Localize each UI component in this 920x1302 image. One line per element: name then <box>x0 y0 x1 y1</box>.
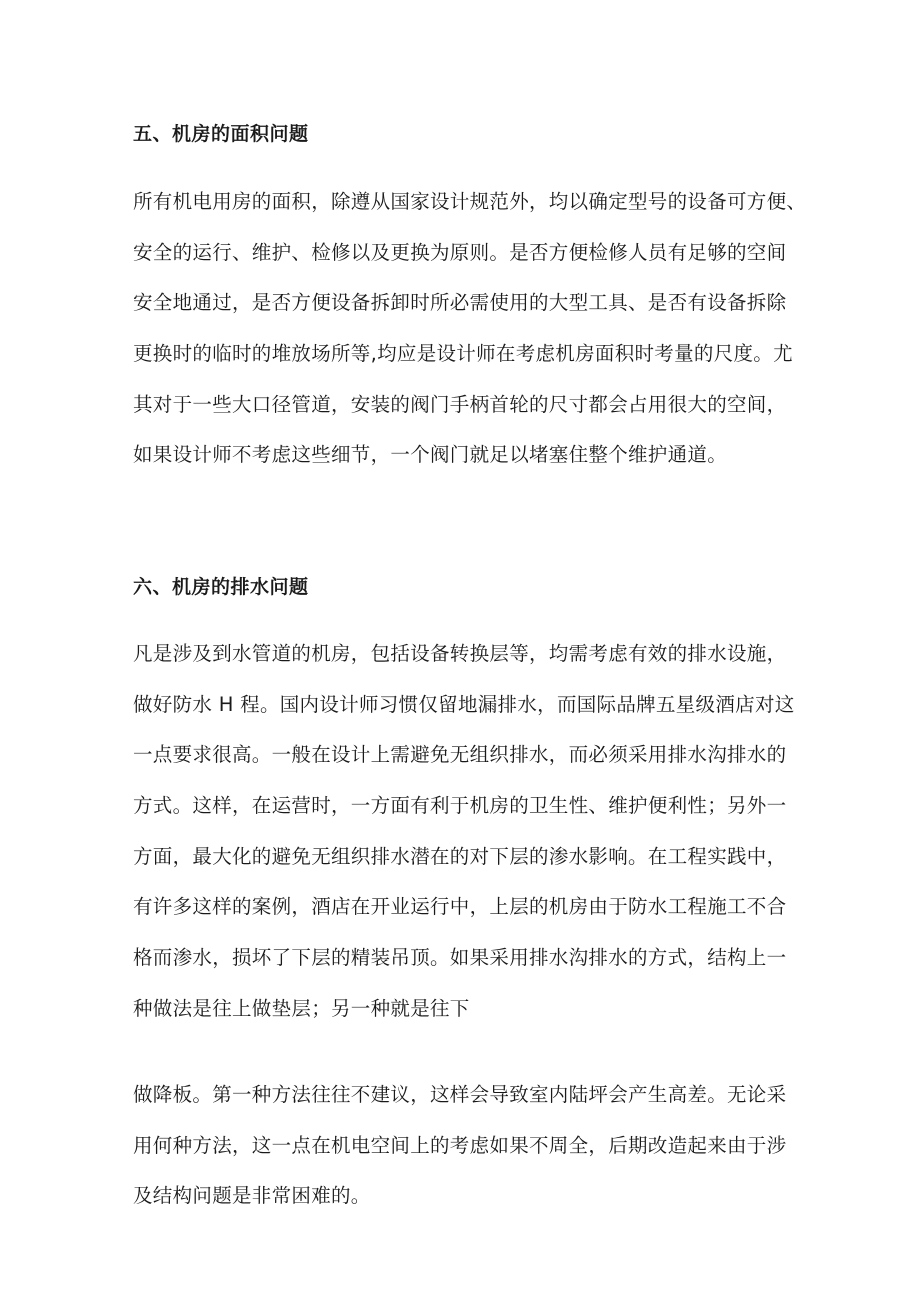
text-line: 所有机电用房的面积，除遵从国家设计规范外，均以确定型号的设备可方便、 <box>133 190 807 213</box>
text-line: 如果设计师不考虑这些细节，一个阀门就足以堵塞住整个维护通道。 <box>133 443 728 467</box>
section-heading-machine-room-drainage: 六、机房的排水问题 <box>133 576 309 598</box>
text-line: 一点要求很高。一般在设计上需避免无组织排水，而必须采用排水沟排水的 <box>133 743 787 767</box>
text-line: 方面，最大化的避免无组织排水潜在的对下层的渗水影响。在工程实践中， <box>133 844 787 868</box>
text-line: 及结构问题是非常困难的。 <box>133 1184 371 1208</box>
paragraph-machine-room-area <box>133 177 807 481</box>
text-line: 其对于一些大口径管道，安装的阀门手柄首轮的尺寸都会占用很大的空间， <box>133 392 787 416</box>
paragraph-machine-room-drainage-1 <box>133 629 803 1035</box>
text-line: 方式。这样，在运营时，一方面有利于机房的卫生性、维护便利性；另外一 <box>133 794 787 818</box>
text-line: 有许多这样的案例，酒店在开业运行中，上层的机房由于防水工程施工不合 <box>133 895 787 919</box>
text-line: 做降板。第一种方法往往不建议，这样会导致室内陆坪会产生高差。无论采 <box>133 1083 787 1106</box>
text-line: 安全地通过，是否方便设备拆卸时所必需使用的大型工具、是否有设备拆除 <box>133 291 787 315</box>
text-line: 用何种方法，这一点在机电空间上的考虑如果不周全，后期改造起来由于涉 <box>133 1133 787 1157</box>
section-heading-machine-room-area: 五、机房的面积问题 <box>133 123 309 145</box>
text-line: 格而渗水，损坏了下层的精装吊顶。如果采用排水沟排水的方式，结构上一 <box>133 946 787 970</box>
text-line: 种做法是往上做垫层；另一种就是往下 <box>133 996 470 1020</box>
paragraph-machine-room-drainage-2 <box>133 1070 803 1222</box>
text-line: 凡是涉及到水管道的机房，包括设备转换层等，均需考虑有效的排水设施， <box>133 642 787 665</box>
text-line: 更换时的临时的堆放场所等,均应是设计师在考虑机房面积时考量的尺度。尤 <box>133 342 793 366</box>
text-line: 做好防水 H 程。国内设计师习惯仅留地漏排水，而国际品牌五星级酒店对这 <box>133 692 795 716</box>
text-line: 安全的运行、维护、检修以及更换为原则。是否方便检修人员有足够的空间 <box>133 240 787 264</box>
